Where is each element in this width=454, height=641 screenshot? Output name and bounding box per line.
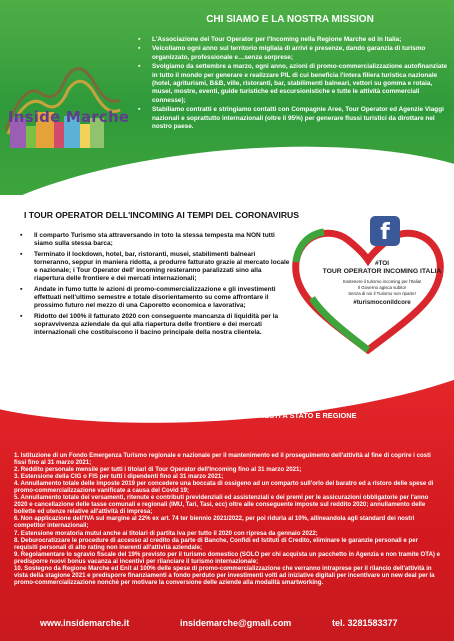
heart-title: TOUR OPERATOR INCOMING ITALIA [322,268,442,275]
heart-line-2: Il Governo agisca subito! [357,285,407,290]
covid-section-title: I TOUR OPERATOR DELL'INCOMING AI TEMPI DEL CORONAVIRUS [24,210,299,220]
phone-number[interactable]: tel. 3281583377 [332,618,398,628]
heart-hashtag: #turismoconildcore [353,299,411,306]
decalogue-item: 4. Annullamento totale delle imposte 2019 per concedere una boccata di ossigeno ad un comparto sull'orlo del baratro ed a ristoro delle spese di promo-commercializzazione vanificate a causa del Covid 19; [14,480,434,495]
covid-item: ▪ Ridotto del 100% il fatturato 2020 con conseguente mancanza di liquidità per la sopravvivenza aziendale da qui alla riapertura delle frontiere e dei mercati internazionali che costituiscono il bacino principale della nostra clientela. [18,313,290,338]
covid-item: ▪ Il comparto Turismo sta attraversando in toto la stessa tempesta ma NON tutti siamo sulla stessa barca; [18,232,290,249]
decalogue-item: 8. Deburocratizzare le procedure di accesso al credito da parte di Banche, Confidi ed Istituti di Credito, eliminare le garanzie personali e per requisiti personali di alto rating non inerenti all'attività aziendale; [14,536,418,551]
decalogue-item: 5. Annullamento totale dei versamenti, ritenute e contributi previdenziali ed assistenziali e dei premi per le assicurazioni obbligatorie per l'anno 2020 e cancellazione delle tasse comunali e regionali (IMU, Tari, Tasi, ecc) oltre alle conseguente imposte sul reddito 2020; annullamento delle bollette ed utenze relative all'attività di impresa; [14,494,429,516]
decalogue-list [14,452,440,586]
email-link[interactable]: insidemarche@gmail.com [180,618,292,628]
footer [0,618,454,636]
covid-list [18,232,290,340]
heart-tag: #TOI [374,260,390,267]
covid-item: ▪ Terminato il lockdown, hotel, bar, ristoranti, musei, stabilimenti balneari torneranno, seppur in maniera ridotta, a produrre fatturato grazie al mercato locale e nazionale; i Tour Operator dell' incoming resteranno paralizzati sino alla riapertura delle frontiere e dei mercati internazionali; [18,251,290,284]
mission-item: ▪ L'Associazione dei Tour Operator per l'Incoming nella Regione Marche ed in Italia; [136,36,448,44]
mission-list [136,36,448,132]
facebook-icon[interactable]: f [370,216,400,246]
decalogue-title: IL DECALOGO DI INTERVENTI SPECIFICI RICHIESTI A STATO E REGIONE [97,411,357,420]
decalogue-item: 9. Regolamentare lo sgravio fiscale del 19% previsto per il turismo domestico (SOLO per chi acquista un pacchetto in Agenzia e non tramite OTA) e predisporre nuovi bonus vacanza ai incentivi per rilanciare il turismo internazionale; [14,550,440,565]
decalogue-item: 7. Estensione moratoria mutui anche ai titolari di partita iva per tutto il 2020 con ripresa da gennaio 2022; [14,529,318,537]
logo-text: Inside Marche [8,108,130,126]
decalogue-item: 1. Istituzione di un Fondo Emergenza Turismo regionale e nazionale per il mantenimento ed il proseguimento dell'attività al fine di coprire i costi fissi fino al 31 marzo 2021; [14,452,431,467]
heart-line-3: Senza di noi il Turismo non riparte! [348,291,416,296]
mission-title: CHI SIAMO E LA NOSTRA MISSION [206,14,374,25]
covid-item: ▪ Andate in fumo tutte le azioni di promo-commercializzazione e gli investimenti effettuati nell'ultimo semestre e totale disorientamento su come affrontare il prossimo futuro nel mezzo di una Caporetto economica e lavorativa; [18,286,290,311]
decalogue-item: 3. Estensione della CIG o FIS per tutti i dipendenti fino al 31 marzo 2021; [14,473,224,481]
mission-item: ▪ Svolgiamo da settembre a marzo, ogni anno, azioni di promo-commercializzazione autofinanziate in tutto il mondo per generare e realizzare PIL di cui beneficia l'intera filiera turistica nazionale (hotel, agriturismi, B&B, ville, ristoranti, bar, stabilimenti balneari, vettori su gomma e rotaia, musei, mostre, eventi, guide turistiche ed escursionistiche e tutte le attività commerciali connesse); [136,63,448,105]
decalogue-item: 6. Non applicazione dell'IVA sul margine al 22% ex art. 74 ter biennio 2021/2022, per poi ridurla al 10%, allineandola agli standard dei nostri competitor internazionali; [14,515,415,530]
decalogue-item: 2. Reddito personale mensile per tutti i titolari di Tour Operator dell'Incoming fino al 31 marzo 2021; [14,466,302,474]
heart-line-1: Sostenere il turismo incoming per l'Italia! [342,279,422,284]
website-link[interactable]: www.insidemarche.it [40,618,130,628]
inside-marche-logo [4,60,122,152]
decalogue-item: 10. Sostegno da Regione Marche ed Enit al 100% delle spese di promo-commercializzazione che verranno intraprese per il rilancio dell'attività in vista della stagione 2021 e predisporre finanziamenti a fondo perduto per investimenti volti ad iniziative digitali per incentivare un new deal per la promo-commercializzazione nonchè per motivare la conversione delle aziende alla modalità smartworking. [14,564,435,586]
mission-item: ▪ Stabiliamo contratti e stringiamo contatti con Compagnie Aree, Tour Operator ed Agenzie Viaggi nazionali e soprattutto internazionali (oltre il 95%) per generare flussi turistici da dirottare nel nostro paese. [136,106,448,131]
mission-item: ▪ Veicoliamo ogni anno sul territorio migliaia di arrivi e presenze, dando garanzia di turismo organizzato, professionale e…senza sorprese; [136,45,448,62]
